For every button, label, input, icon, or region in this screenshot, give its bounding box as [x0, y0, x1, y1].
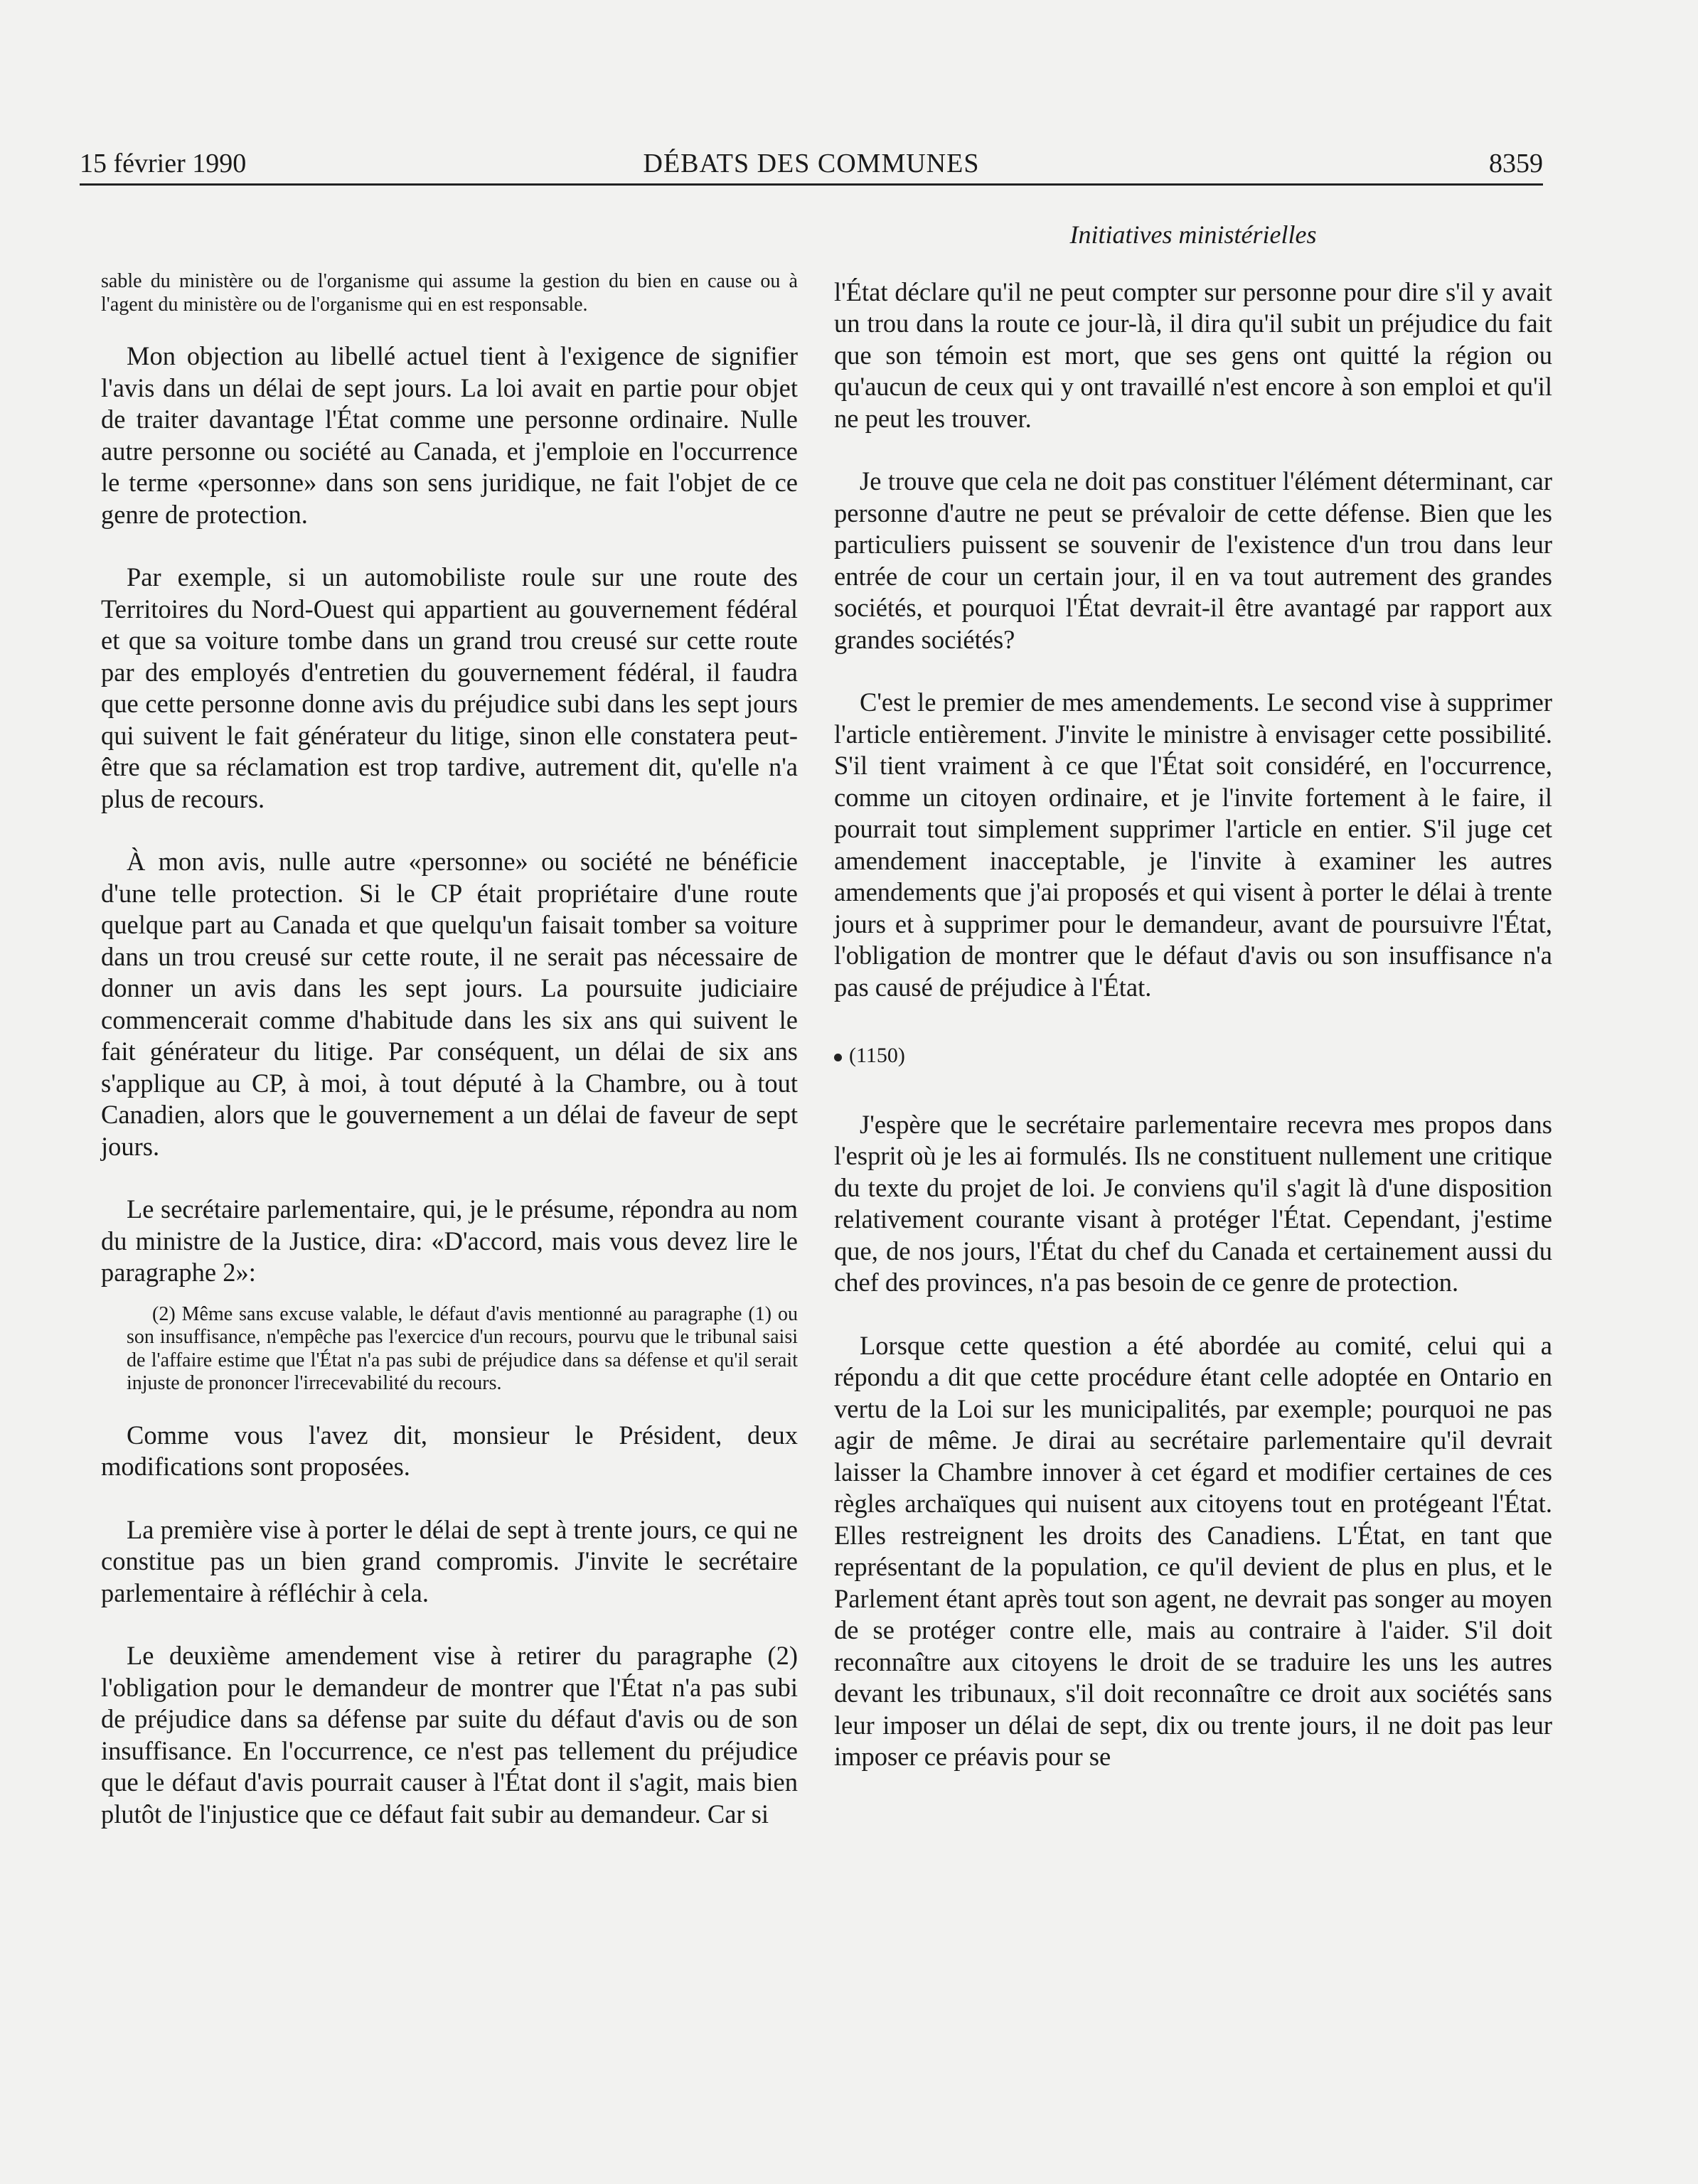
paragraph: Je trouve que cela ne doit pas constituer l'élément déterminant, car personne d'autre ne peut se prévaloir de cette défense. Bien que les particuliers puissent se souvenir de l'existence d'un trou dans leur entrée de cour un certain jour, il en va tout autrement des grandes sociétés, et pourquoi l'État devrait-il être avantagé par rapport aux grandes sociétés?	[834, 466, 1552, 654]
header-date: 15 février 1990	[80, 149, 247, 178]
time-marker-text: (1150)	[849, 1044, 905, 1067]
paragraph: À mon avis, nulle autre «personne» ou société ne bénéficie d'une telle protection. Si le CP était propriétaire d'une route quelque part au Canada et que quelqu'un faisait tomber sa voiture dans un trou creusé sur cette route, il ne serait pas nécessaire de donner un avis dans les sept jours. La poursuite judiciaire commencerait comme d'habitude dans les six ans qui suivent le fait générateur du litige. Par conséquent, un délai de six ans s'applique au CP, à moi, à tout député à la Chambre, ou à tout Canadien, alors que le gouvernement a un délai de faveur de sept jours.	[101, 847, 798, 1161]
paragraph: Comme vous l'avez dit, monsieur le Président, deux modifications sont proposées.	[101, 1420, 798, 1481]
page-header	[80, 142, 1543, 183]
paragraph: C'est le premier de mes amendements. Le second vise à supprimer l'article entièrement. J'invite le ministre à envisager cette possibilité. S'il tient vraiment à ce que l'État soit considéré, en l'occurrence, comme un citoyen ordinaire, et je l'invite fortement à le faire, il pourrait tout simplement supprimer l'article en entier. S'il juge cet amendement inacceptable, je l'invite à examiner les autres amendements que j'ai proposés et qui visent à porter le délai à trente jours et à supprimer pour le demandeur, avant de poursuivre l'État, l'obligation de montrer que le défaut d'avis ou son insuffisance n'a pas causé de préjudice à l'État.	[834, 687, 1552, 1002]
paragraph-continuation: l'État déclare qu'il ne peut compter sur personne pour dire s'il y avait un trou dans la route ce jour-là, il dira qu'il subit un préjudice du fait que son témoin est mort, que ses gens ont quitté la région ou qu'aucun de ceux qui y ont travaillé n'est encore à son emploi et qu'il ne peut les trouver.	[834, 277, 1552, 433]
paragraph: Lorsque cette question a été abordée au comité, celui qui a répondu a dit que cette procédure étant celle adoptée en Ontario en vertu de la Loi sur les municipalités, par exemple; pourquoi ne pas agir de même. Je dirai au secrétaire parlementaire qu'il devrait laisser la Chambre innover à cet égard et modifier certaines de ces règles archaïques qui nuisent aux citoyens tout en protégeant l'État. Elles restreignent les droits des Canadiens. L'État, en tant que représentant de la population, ce qu'il devient de plus en plus, et le Parlement étant après tout son agent, ne devrait pas songer au moyen de se protéger contre elle, mais au contraire à l'aider. S'il doit reconnaître aux citoyens le droit de se traduire les uns les autres devant les tribunaux, s'il doit reconnaître ce droit aux sociétés sans leur imposer un délai de sept, dix ou trente jours, il ne doit pas leur imposer ce préavis pour se	[834, 1330, 1552, 1771]
bullet-icon	[834, 1054, 842, 1061]
paragraph: J'espère que le secrétaire parlementaire recevra mes propos dans l'esprit où je les ai formulés. Ils ne constituent nullement une critique du texte du projet de loi. Je conviens qu'il s'agit là d'une disposition relativement courante visant à protéger l'État. Cependant, j'estime que, de nos jours, l'État du chef du Canada et certainement aussi du chef des provinces, n'a pas besoin de ce genre de protection.	[834, 1109, 1552, 1297]
section-heading: Initiatives ministérielles	[1069, 220, 1317, 249]
header-rule	[80, 183, 1543, 186]
quoted-text-top: sable du ministère ou de l'organisme qui assume la gestion du bien en cause ou à l'agent du ministère ou de l'organisme qui en est responsable.	[101, 270, 798, 316]
paragraph: La première vise à porter le délai de sept à trente jours, ce qui ne constitue pas un bien grand compromis. J'invite le secrétaire parlementaire à réfléchir à cela.	[101, 1514, 798, 1607]
paragraph: Mon objection au libellé actuel tient à l'exigence de signifier l'avis dans un délai de sept jours. La loi avait en partie pour objet de traiter davantage l'État comme une personne ordinaire. Nulle autre personne ou société au Canada, et j'emploie en l'occurrence le terme «personne» dans son sens juridique, ne fait l'objet de ce genre de protection.	[101, 341, 798, 529]
paragraph: Le secrétaire parlementaire, qui, je le présume, répondra au nom du ministre de la Justice, dira: «D'accord, mais vous devez lire le paragraphe 2»:	[101, 1194, 798, 1287]
left-column	[101, 270, 798, 1861]
paragraph: Le deuxième amendement vise à retirer du paragraphe (2) l'obligation pour le demandeur de montrer que l'État n'a pas subi de préjudice dans sa défense par suite du défaut d'avis ou de son insuffisance. En l'occurrence, ce n'est pas tellement du préjudice que le défaut d'avis pourrait causer à l'État dont il s'agit, mais bien plutôt de l'injustice que ce défaut fait subir au demandeur. Car si	[101, 1641, 798, 1829]
paragraph: Par exemple, si un automobiliste roule sur une route des Territoires du Nord-Ouest qui appartient au gouvernement fédéral et que sa voiture tombe dans un grand trou creusé sur cette route par des employés d'entretien du gouvernement fédéral, il faudra que cette personne donne avis du préjudice subi dans les sept jours qui suivent le fait générateur du litige, sinon elle constatera peut-être que sa réclamation est trop tardive, autrement dit, qu'elle n'a plus de recours.	[101, 562, 798, 813]
header-page-number: 8359	[1489, 149, 1543, 178]
right-column	[834, 219, 1552, 1804]
time-marker	[834, 1040, 1552, 1072]
quoted-text-subsection-2: (2) Même sans excuse valable, le défaut d'avis mentionné au paragraphe (1) ou son insuffisance, n'empêche pas l'exercice d'un recours, pourvu que le tribunal saisi de l'affaire estime que l'État n'a pas subi de préjudice dans sa défense et qu'il serait injuste de prononcer l'irrecevabilité du recours.	[127, 1302, 798, 1394]
header-title: DÉBATS DES COMMUNES	[643, 149, 980, 178]
